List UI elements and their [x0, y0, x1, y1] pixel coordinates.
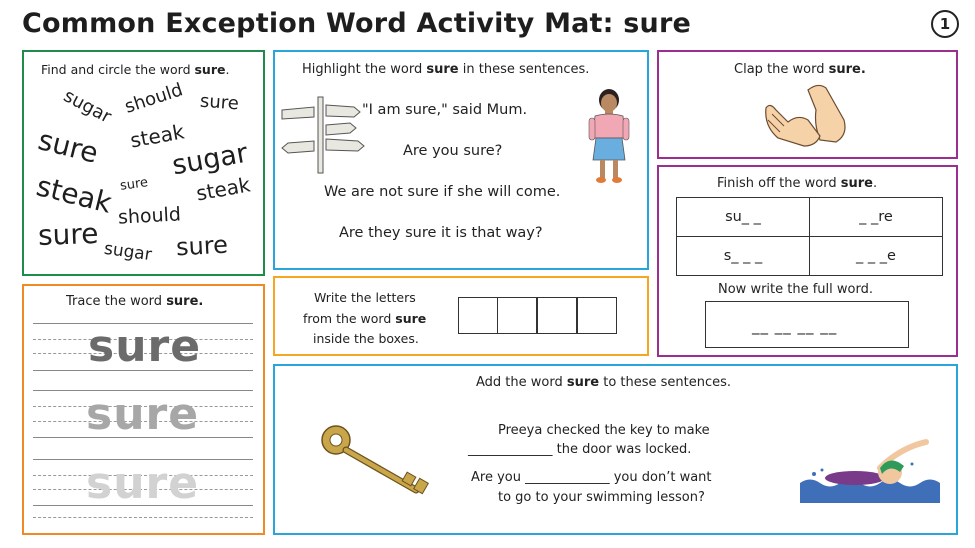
scatter-word[interactable]: sugar	[102, 238, 154, 266]
page-title: Common Exception Word Activity Mat: sure	[22, 8, 691, 39]
scatter-word[interactable]: should	[122, 79, 186, 118]
page-number-badge: 1	[931, 10, 959, 38]
finish-cell[interactable]: s_ _ _	[677, 237, 810, 276]
add-sentence-1-line1: Preeya checked the key to make	[498, 423, 710, 438]
clapping-hands-icon	[758, 80, 858, 150]
highlight-sentence[interactable]: We are not sure if she will come.	[324, 184, 561, 200]
signpost-icon	[280, 95, 370, 175]
scatter-word[interactable]: sure	[34, 123, 102, 170]
full-word-blank: __ __ __ __	[752, 317, 838, 335]
scatter-word[interactable]: sure	[175, 230, 229, 262]
trace-instruction: Trace the word sure.	[66, 294, 204, 309]
girl-illustration	[585, 88, 633, 186]
letter-box[interactable]	[497, 297, 537, 334]
trace-word[interactable]: sure	[86, 458, 200, 509]
scatter-word[interactable]: sure	[119, 175, 149, 194]
scatter-word[interactable]: steak	[33, 169, 116, 220]
finish-instruction: Finish off the word sure.	[717, 176, 878, 191]
add-sentence-2-line2: to go to your swimming lesson?	[498, 490, 705, 505]
letters-line3: inside the boxes.	[313, 331, 419, 346]
add-sentence-1-line2[interactable]: _____________ the door was locked.	[468, 442, 692, 457]
add-sentence-2-line1[interactable]: Are you _____________ you don’t want	[471, 470, 712, 485]
find-instruction: Find and circle the word sure.	[41, 62, 230, 77]
scatter-word[interactable]: sure	[199, 90, 240, 115]
scatter-word[interactable]: should	[117, 203, 182, 229]
letters-line2: from the word sure	[303, 311, 427, 326]
letter-box[interactable]	[458, 297, 498, 334]
scatter-word[interactable]: sugar	[169, 137, 251, 182]
highlight-sentence[interactable]: Are you sure?	[403, 143, 503, 159]
highlight-instruction: Highlight the word sure in these sentences.	[302, 62, 590, 77]
add-instruction: Add the word sure to these sentences.	[476, 375, 732, 390]
scatter-word[interactable]: sugar	[60, 85, 115, 128]
scatter-word[interactable]: steak	[194, 172, 253, 206]
clap-instruction: Clap the word sure.	[734, 62, 866, 77]
finish-cell[interactable]: _ _ _e	[810, 237, 943, 276]
key-icon	[318, 420, 438, 500]
scatter-word[interactable]: steak	[128, 119, 187, 153]
scatter-word[interactable]: sure	[37, 216, 100, 253]
finish-cell[interactable]: su_ _	[677, 198, 810, 237]
finish-cell[interactable]: _ _re	[810, 198, 943, 237]
finish-grid	[676, 197, 943, 276]
write-full-label: Now write the full word.	[718, 282, 873, 297]
trace-word[interactable]: sure	[86, 389, 200, 440]
trace-word[interactable]: sure	[88, 321, 202, 372]
letter-box[interactable]	[577, 297, 617, 334]
highlight-sentence[interactable]: Are they sure it is that way?	[339, 225, 543, 241]
highlight-sentence[interactable]: "I am sure," said Mum.	[362, 102, 528, 118]
swimmer-icon	[800, 428, 940, 508]
letters-line1: Write the letters	[314, 290, 416, 305]
letter-box[interactable]	[537, 297, 577, 334]
